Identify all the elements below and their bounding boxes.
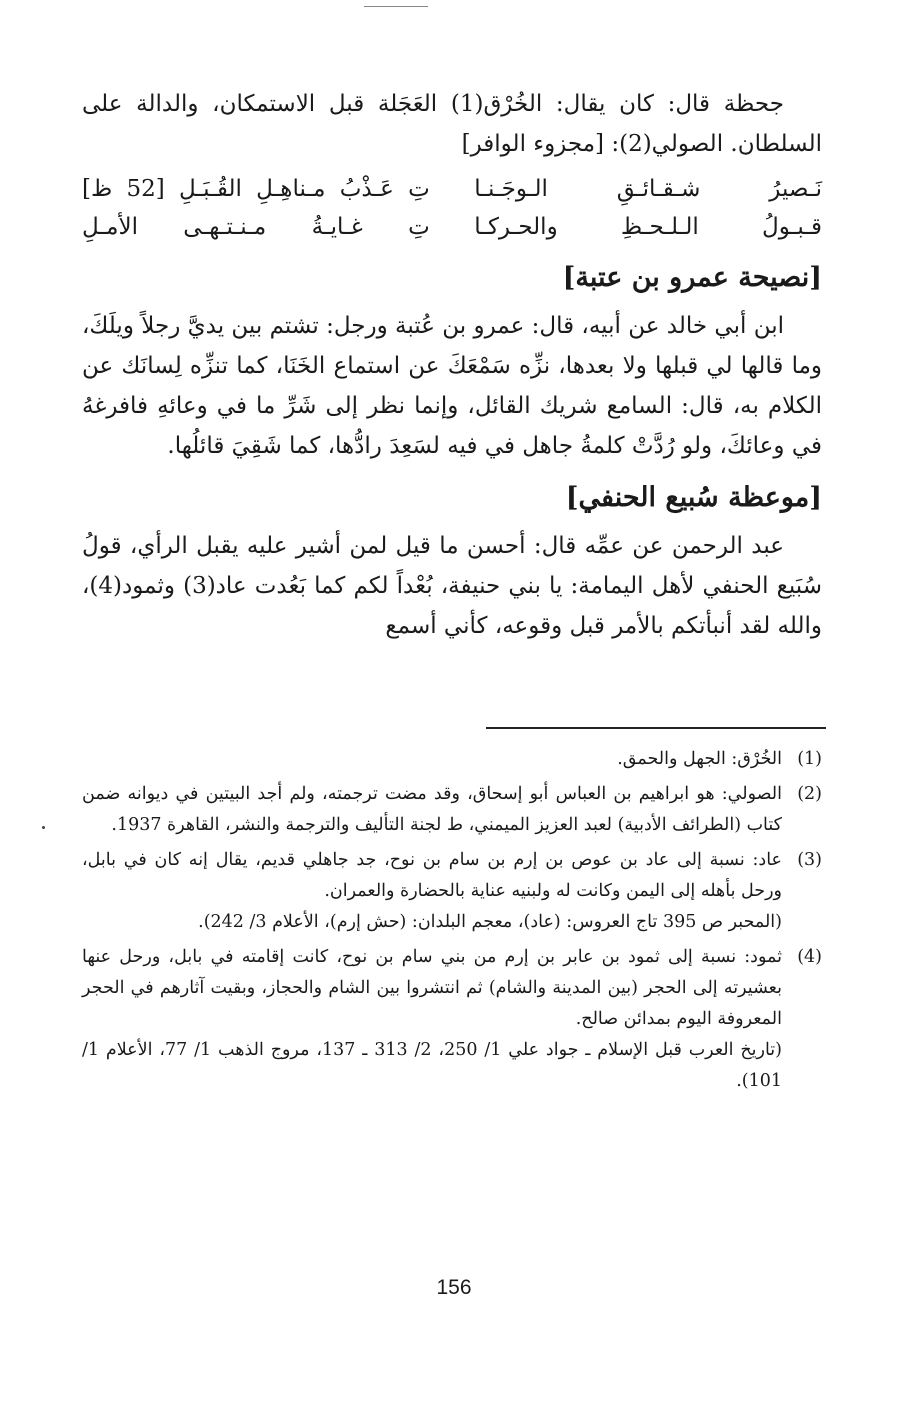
- verse-hemistich-1: قـبـولُ الـلـحـظِ والحـركـا: [474, 214, 822, 240]
- footnote-4: [82, 942, 822, 1097]
- footnote-source: (المحبر ص 395 تاج العروس: (عاد)، معجم البلدان: (حش إرم)، الأعلام 3/ 242).: [198, 912, 782, 932]
- verse-line: [82, 170, 822, 208]
- footnote-3: [82, 845, 822, 938]
- footnote-body: [82, 779, 782, 841]
- footnote-number: (4): [797, 947, 822, 967]
- margin-dot: [42, 826, 45, 829]
- verse-line: [82, 208, 822, 246]
- footnote-1: [82, 744, 822, 775]
- footnote-text: الخُرْق: الجهل والحمق.: [617, 749, 782, 769]
- paragraph-1: جحظة قال: كان يقال: الخُرْق(1) العَجَلة قبل الاستمكان، والدالة على السلطان. الصولي(2): [مجزوء الوافر]: [82, 91, 822, 157]
- footnote-text: الصولي: هو ابراهيم بن العباس أبو إسحاق، وقد مضت ترجمته، ولم أجد البيتين في ديوانه ضمن كتاب (الطرائف الأدبية) لعبد العزيز الميمني، ط لجنة التأليف والترجمة والنشر، القاهرة 1937.: [82, 784, 782, 835]
- verse-hemistich-1: نَـصيرُ شـقـائـقِ الـوجَـنـا: [474, 176, 822, 202]
- footnote-body: [82, 744, 782, 775]
- footnotes: [82, 744, 822, 1101]
- footnote-divider: [486, 727, 826, 729]
- paragraph-2: ابن أبي خالد عن أبيه، قال: عمرو بن عُتبة ورجل: تشتم بين يديَّ رجلاً ويلَكَ، وما قالها لي قبلها ولا بعدها، نزِّه سَمْعَكَ عن استماع الخَنَا، كما تنزِّه لِسانَك عن الكلام به، قال: السامع شريك القائل، وإنما نظر إلى شَرِّ ما في وعائهِ فافرغهُ في وعائكَ، ولو رُدَّتْ كلمةُ جاهل في فيه لسَعِدَ رادُّها، كما شَقِيَ قائلُها.: [82, 313, 822, 459]
- poem: [82, 170, 822, 246]
- verse-hemistich-2: تِ عَـذْبُ مـناهِـلِ القُـبَـلِ [52 ظ]: [82, 176, 430, 202]
- page-number: 156: [436, 1276, 472, 1299]
- section-heading-2: [موعظة سُبيع الحنفي]: [565, 482, 822, 513]
- footnote-2: [82, 779, 822, 841]
- footnote-number: (3): [797, 850, 822, 870]
- paragraph-3: عبد الرحمن عن عمِّه قال: أحسن ما قيل لمن أشير عليه يقبل الرأي، قولُ سُبَيع الحنفي لأهل اليمامة: يا بني حنيفة، بُعْداً لكم كما بَعُدت عاد(3) وثمود(4)، والله لقد أنبأتكم بالأمر قبل وقوعه، كأني أسمع: [82, 533, 823, 639]
- verse-hemistich-2: تِ غـايـةُ مـنـتـهـى الأمـلِ: [82, 214, 430, 240]
- footnote-body: [82, 942, 782, 1097]
- main-text: [82, 84, 822, 646]
- footnote-number: (1): [797, 749, 822, 769]
- section-heading-1: [نصيحة عمرو بن عتبة]: [562, 262, 822, 293]
- footnote-text: عاد: نسبة إلى عاد بن عوص بن إرم بن سام بن نوح، جد جاهلي قديم، يقال إنه كان في بابل، ورحل بأهله إلى اليمن وكانت له ولبنيه عناية بالحضارة والعمران.: [82, 850, 782, 901]
- footnote-body: [82, 845, 782, 938]
- footnote-number: (2): [797, 784, 822, 804]
- footnote-text: ثمود: نسبة إلى ثمود بن عابر بن إرم من بني سام بن نوح، كانت إقامته في بابل، ورحل عنها بعشيرته إلى الحجر (بين المدينة والشام) ثم انتشروا بين الشام والحجاز، وبقيت آثارهم في الحجر المعروفة اليوم بمدائن صالح.: [82, 947, 782, 1029]
- top-rule: [364, 6, 428, 7]
- footnote-source: (تاريخ العرب قبل الإسلام ـ جواد علي 1/ 250، 2/ 313 ـ 137، مروج الذهب 1/ 77، الأعلام 1/ 101).: [82, 1040, 782, 1091]
